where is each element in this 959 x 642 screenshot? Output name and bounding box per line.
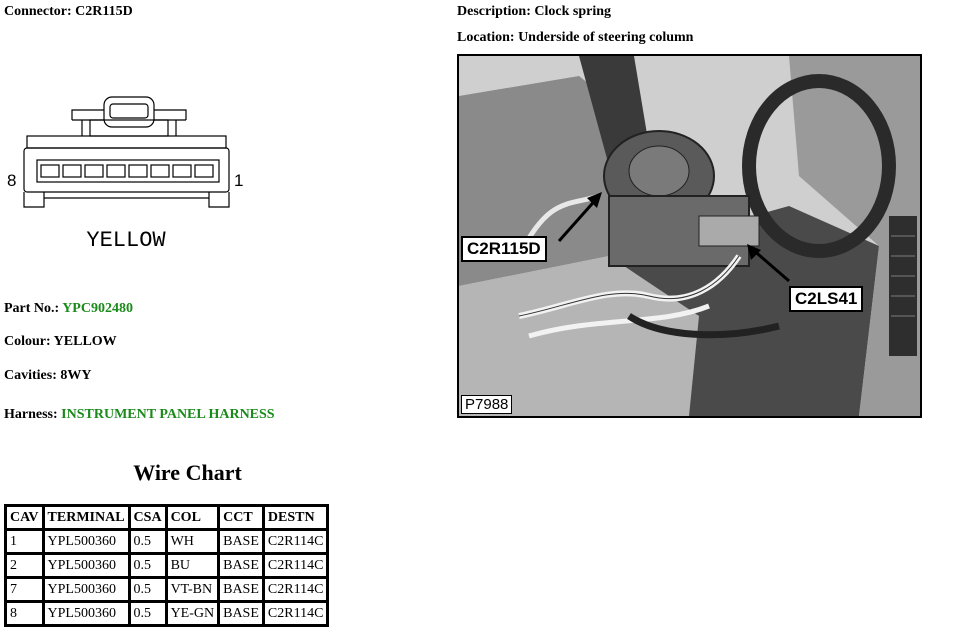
header-cct: CCT	[219, 506, 264, 530]
connector-value: C2R115D	[75, 4, 133, 19]
callout-c2ls41: C2LS41	[789, 286, 863, 312]
harness-link[interactable]: INSTRUMENT PANEL HARNESS	[61, 407, 275, 422]
cell-cav: 7	[6, 578, 44, 602]
table-header-row	[6, 506, 328, 530]
colour-value: YELLOW	[53, 334, 117, 349]
header-csa: CSA	[129, 506, 166, 530]
cell-terminal: YPL500360	[43, 602, 129, 626]
table-row	[6, 530, 328, 554]
cell-terminal: YPL500360	[43, 530, 129, 554]
cell-destn: C2R114C	[263, 554, 328, 578]
table-row	[6, 554, 328, 578]
cell-csa: 0.5	[129, 530, 166, 554]
description	[457, 4, 611, 20]
table-row	[6, 602, 328, 626]
part-number-link[interactable]: YPC902480	[62, 301, 133, 316]
connector-label: Connector:	[4, 4, 72, 19]
harness-label: Harness:	[4, 407, 58, 422]
description-label: Description:	[457, 4, 531, 19]
cell-col: BU	[166, 554, 219, 578]
cavities-label: Cavities:	[4, 368, 57, 383]
colour	[4, 334, 117, 350]
table-row	[6, 578, 328, 602]
cell-terminal: YPL500360	[43, 554, 129, 578]
header-col: COL	[166, 506, 219, 530]
wire-chart-table	[4, 504, 329, 627]
location-photo	[457, 54, 922, 418]
cell-cav: 1	[6, 530, 44, 554]
cell-destn: C2R114C	[263, 530, 328, 554]
location-label: Location:	[457, 30, 515, 45]
connector-color-text: YELLOW	[86, 228, 166, 252]
header-destn: DESTN	[263, 506, 328, 530]
cell-col: VT-BN	[166, 578, 219, 602]
connector-face-diagram	[4, 92, 244, 252]
cell-cct: BASE	[219, 530, 264, 554]
cell-col: YE-GN	[166, 602, 219, 626]
harness	[4, 407, 275, 423]
part-number-label: Part No.:	[4, 301, 60, 316]
part-number	[4, 301, 133, 317]
callout-c2r115d: C2R115D	[461, 236, 547, 262]
wire-chart-title: Wire Chart	[133, 460, 242, 485]
cell-col: WH	[166, 530, 219, 554]
cell-destn: C2R114C	[263, 602, 328, 626]
figure-id: P7988	[461, 395, 512, 414]
location	[457, 30, 693, 46]
cell-terminal: YPL500360	[43, 578, 129, 602]
cell-csa: 0.5	[129, 602, 166, 626]
location-value: Underside of steering column	[518, 30, 694, 45]
cell-cav: 8	[6, 602, 44, 626]
cell-cct: BASE	[219, 602, 264, 626]
cell-csa: 0.5	[129, 578, 166, 602]
pin-8-label: 8	[7, 171, 17, 190]
cell-cct: BASE	[219, 554, 264, 578]
pin-1-label: 1	[234, 171, 244, 190]
colour-label: Colour:	[4, 334, 51, 349]
cell-csa: 0.5	[129, 554, 166, 578]
cavities-value: 8WY	[60, 368, 92, 383]
header-cav: CAV	[6, 506, 44, 530]
cell-cct: BASE	[219, 578, 264, 602]
cell-cav: 2	[6, 554, 44, 578]
description-value: Clock spring	[534, 4, 612, 19]
cavities	[4, 368, 92, 384]
connector-id	[4, 4, 133, 20]
cell-destn: C2R114C	[263, 578, 328, 602]
header-terminal: TERMINAL	[43, 506, 129, 530]
